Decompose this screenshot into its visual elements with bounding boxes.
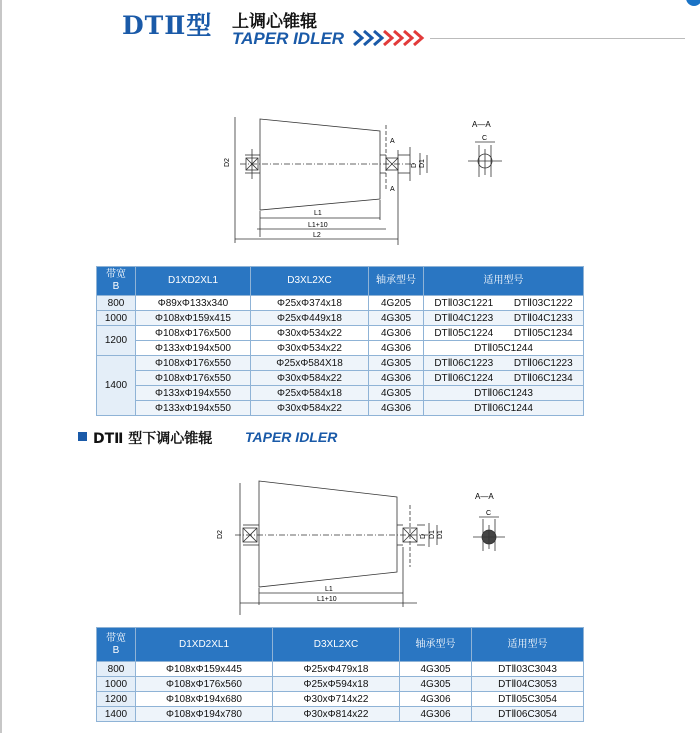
label-c: C [482,135,488,142]
table-row [97,386,584,401]
label-d1-a: D1 [429,530,436,539]
cell-bearing: 4G306 [369,326,424,341]
corner-badge [686,0,700,6]
label-d2: D2 [217,530,224,539]
model-code: DTⅡ06C1224 [434,372,494,384]
header-model: 适用型号 [424,267,584,296]
cell-dlc: Φ30xΦ584x22 [251,371,369,386]
cell-dxl: Φ108xΦ159x415 [136,311,251,326]
cell-dxl: Φ133xΦ194x550 [136,386,251,401]
cell-dlc: Φ25xΦ374x18 [251,296,369,311]
cell-dxl: Φ108xΦ159x445 [136,662,273,677]
lower-idler-spec-table [96,627,584,722]
cell-model [424,296,584,311]
section-bullet [78,432,87,441]
cell-belt-width: 1200 [97,326,136,356]
cell-model: DTⅡ05C1244 [424,341,584,356]
label-l1: L1 [314,210,322,217]
cell-belt-width: 1000 [97,311,136,326]
table-row [97,326,584,341]
model-code: DTⅡ04C1223 [434,312,494,324]
cell-bearing: 4G205 [369,296,424,311]
cell-bearing: 4G306 [400,707,472,722]
model-code: DTⅡ05C1224 [434,327,494,339]
cell-belt-width: 800 [97,662,136,677]
cell-dlc: Φ30xΦ814x22 [273,707,400,722]
label-a-top: A [390,138,395,145]
cell-dxl: Φ108xΦ176x550 [136,371,251,386]
cell-bearing: 4G306 [369,401,424,416]
cell-dlc: Φ30xΦ584x22 [251,401,369,416]
cell-dlc: Φ25xΦ594x18 [273,677,400,692]
label-l2: L2 [313,232,321,239]
model-code: DTⅡ03C1221 [434,297,494,309]
cell-dlc: Φ25xΦ449x18 [251,311,369,326]
page-logo: DTⅡ型 [122,11,213,40]
table-row [97,311,584,326]
page-title-en: TAPER IDLER [232,29,345,48]
cell-model [424,326,584,341]
cell-model: DTⅡ06C3054 [472,707,584,722]
cell-dxl: Φ108xΦ176x500 [136,326,251,341]
label-l1: L1 [325,586,333,593]
label-l1-10: L1+10 [317,596,337,603]
cell-dlc: Φ30xΦ714x22 [273,692,400,707]
table-row [97,401,584,416]
label-d: D [420,533,427,539]
table-row [97,707,584,722]
label-l1-10: L1+10 [308,222,328,229]
cell-model: DTⅡ06C1244 [424,401,584,416]
cell-dxl: Φ108xΦ176x560 [136,677,273,692]
header-belt-width: 带宽 B [97,628,136,662]
cell-dxl: Φ133xΦ194x550 [136,401,251,416]
label-d1-b: D1 [437,530,444,539]
upper-taper-idler-drawing [200,105,530,250]
cell-belt-width: 1400 [97,707,136,722]
cell-model: DTⅡ04C3053 [472,677,584,692]
upper-idler-spec-table [96,266,584,416]
cell-bearing: 4G306 [369,341,424,356]
label-a-bottom: A [390,186,395,193]
cell-dxl: Φ108xΦ194x680 [136,692,273,707]
cell-bearing: 4G306 [369,371,424,386]
model-code: DTⅡ06C1223 [434,357,494,369]
header-dxl: D1XD2XL1 [136,628,273,662]
table-row [97,371,584,386]
cell-dxl: Φ108xΦ176x550 [136,356,251,371]
cell-belt-width: 1400 [97,356,136,416]
cell-model [424,371,584,386]
section-title-en: TAPER IDLER [245,429,338,445]
model-code: DTⅡ03C1222 [513,297,573,309]
cell-belt-width: 1000 [97,677,136,692]
header-dlc: D3XL2XC [251,267,369,296]
header-dxl: D1XD2XL1 [136,267,251,296]
header-belt-width: 带宽 B [97,267,136,296]
section-title: DTⅡ 型下调心锥辊 [93,431,213,447]
header-divider [430,38,685,39]
cell-model: DTⅡ05C3054 [472,692,584,707]
cell-dlc: Φ30xΦ534x22 [251,326,369,341]
label-d2: D2 [224,158,231,167]
table-row [97,296,584,311]
cell-belt-width: 800 [97,296,136,311]
cell-bearing: 4G306 [400,692,472,707]
cell-bearing: 4G305 [400,677,472,692]
model-code: DTⅡ05C1234 [513,327,573,339]
label-section-aa: A—A [475,492,494,501]
cell-bearing: 4G305 [369,311,424,326]
header-bearing: 轴承型号 [400,628,472,662]
header-bearing: 轴承型号 [369,267,424,296]
cell-dlc: Φ30xΦ534x22 [251,341,369,356]
left-margin-rule [0,0,2,733]
table-row [97,677,584,692]
cell-dxl: Φ89xΦ133x340 [136,296,251,311]
cell-model: DTⅡ06C1243 [424,386,584,401]
label-c: C [486,510,492,517]
label-section-aa: A—A [472,120,491,129]
cell-dlc: Φ25xΦ584X18 [251,356,369,371]
table-row [97,341,584,356]
page-title: 上调心锥辊 [232,12,317,32]
chevron-arrows-icon [352,28,432,48]
cell-dxl: Φ133xΦ194x500 [136,341,251,356]
cell-bearing: 4G305 [369,386,424,401]
lower-taper-idler-drawing [215,475,525,615]
cell-model: DTⅡ03C3043 [472,662,584,677]
table-row [97,356,584,371]
table-row [97,692,584,707]
label-d1: D1 [419,159,426,168]
header-model: 适用型号 [472,628,584,662]
cell-bearing: 4G305 [400,662,472,677]
label-d: D [411,162,418,168]
cell-model [424,311,584,326]
cell-bearing: 4G305 [369,356,424,371]
header-dlc: D3XL2XC [273,628,400,662]
cell-dxl: Φ108xΦ194x780 [136,707,273,722]
cell-belt-width: 1200 [97,692,136,707]
cell-dlc: Φ25xΦ584x18 [251,386,369,401]
cell-dlc: Φ25xΦ479x18 [273,662,400,677]
model-code: DTⅡ04C1233 [513,312,573,324]
table-row [97,662,584,677]
model-code: DTⅡ06C1223 [513,357,573,369]
model-code: DTⅡ06C1234 [513,372,573,384]
cell-model [424,356,584,371]
